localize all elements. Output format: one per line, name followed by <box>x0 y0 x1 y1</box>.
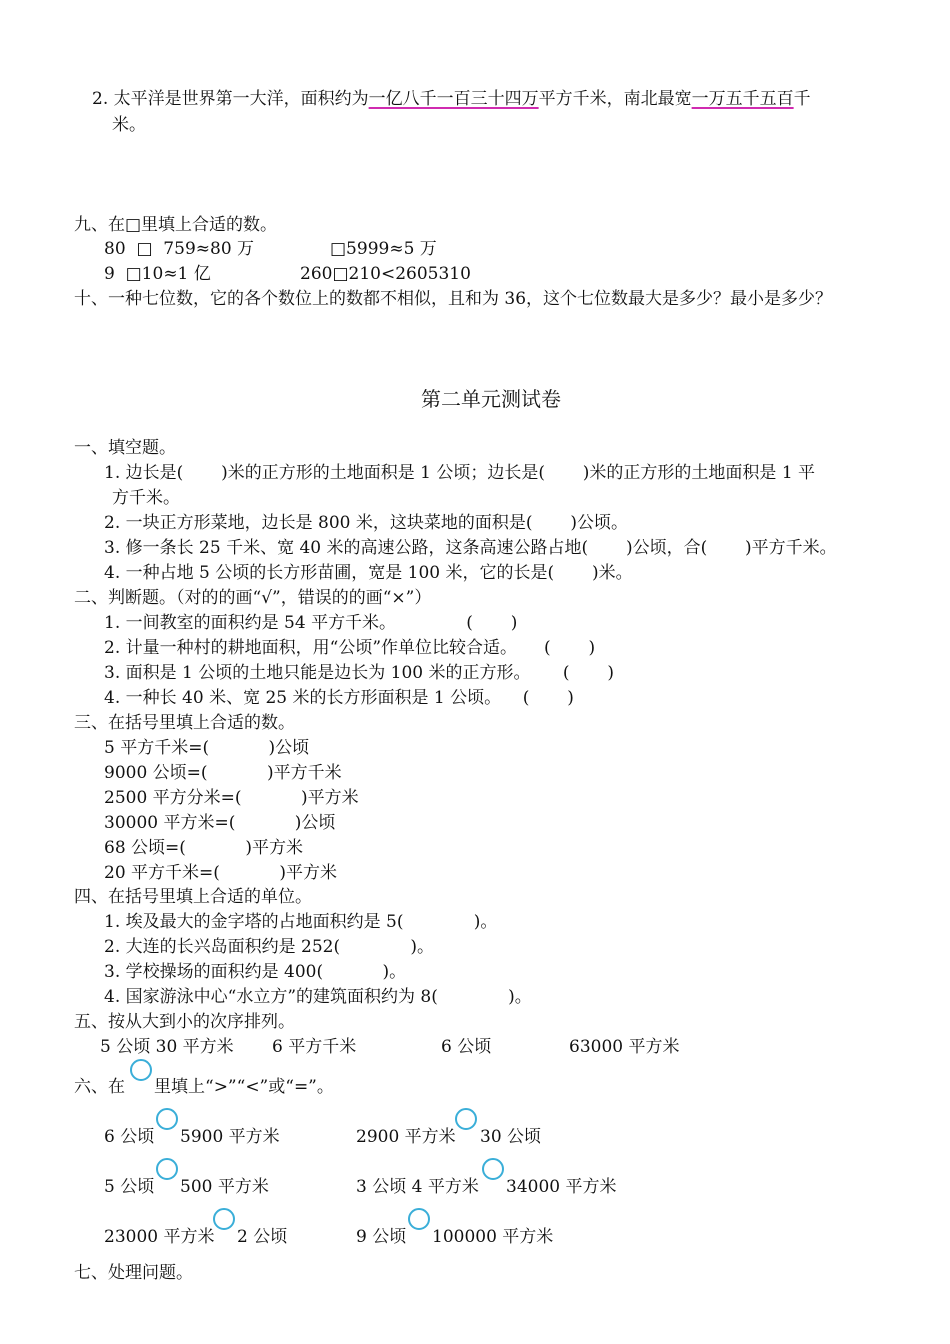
question-text: 千 <box>793 89 811 109</box>
part-5-item: 6 公顷 <box>441 1037 492 1057</box>
underlined-answer: 一亿八千一百三十四万 <box>368 89 539 109</box>
part-3-item: 2500 平方分米=( )平方米 <box>104 788 359 808</box>
compare-left-value: 5 公顷 <box>104 1177 155 1197</box>
compare-circle-icon[interactable] <box>156 1158 178 1180</box>
part-3-item: 30000 平方米=( )公顷 <box>104 813 336 833</box>
part-2-q1: 1. 一间教室的面积约是 54 平方千米。 ( ) <box>104 613 518 633</box>
part-3-item: 20 平方千米=( )平方米 <box>104 863 337 883</box>
section-10-title: 十、一种七位数，它的各个数位上的数都不相似，且和为 36，这个七位数最大是多少？最小是多少？ <box>74 289 833 309</box>
part-6-title-a: 六、在 <box>74 1077 125 1097</box>
compare-right-value: 2 公顷 <box>237 1227 288 1247</box>
part-1-title: 一、填空题。 <box>74 438 176 458</box>
compare-circle-icon[interactable] <box>130 1059 152 1081</box>
part-6-title-b: 里填上“>”“<”或“=”。 <box>154 1077 334 1097</box>
part-4-q4: 4. 国家游泳中心“水立方”的建筑面积约为 8( )。 <box>104 987 532 1007</box>
compare-right-value: 34000 平方米 <box>506 1177 617 1197</box>
part-4-title: 四、在括号里填上合适的单位。 <box>74 887 312 907</box>
question-text: 2. 太平洋是世界第一大洋，面积约为 <box>92 89 369 109</box>
compare-circle-icon[interactable] <box>482 1158 504 1180</box>
part-3-item: 9000 公顷=( )平方千米 <box>104 763 342 783</box>
section-9-title: 九、在□里填上合适的数。 <box>74 215 278 235</box>
part-1-q1: 1. 边长是( )米的正方形的土地面积是 1 公顷；边长是( )米的正方形的土地面积是 1 平 <box>104 463 816 483</box>
part-1-q3: 3. 修一条长 25 千米、宽 40 米的高速公路，这条高速公路占地( )公顷，合( )平方千米。 <box>104 538 837 558</box>
question-2-line1 <box>92 88 811 110</box>
compare-left-value: 9 公顷 <box>356 1227 407 1247</box>
part-5-title: 五、按从大到小的次序排列。 <box>74 1012 295 1032</box>
compare-circle-icon[interactable] <box>156 1108 178 1130</box>
part-1-q2: 2. 一块正方形菜地，边长是 800 米，这块菜地的面积是( )公顷。 <box>104 513 628 533</box>
compare-left-value: 3 公顷 4 平方米 <box>356 1177 479 1197</box>
section-9-item: 260□210<2605310 <box>300 264 471 284</box>
unit-title: 第二单元测试卷 <box>421 387 561 411</box>
part-3-item: 5 平方千米=( )公顷 <box>104 738 310 758</box>
section-9-item: 80 □ 759≈80 万 <box>104 239 255 259</box>
part-2-q4: 4. 一种长 40 米、宽 25 米的长方形面积是 1 公顷。 ( ) <box>104 688 574 708</box>
compare-circle-icon[interactable] <box>213 1208 235 1230</box>
part-1-q4: 4. 一种占地 5 公顷的长方形苗圃，宽是 100 米，它的长是( )米。 <box>104 563 633 583</box>
part-3-item: 68 公顷=( )平方米 <box>104 838 303 858</box>
compare-right-value: 5900 平方米 <box>180 1127 280 1147</box>
part-4-q3: 3. 学校操场的面积约是 400( )。 <box>104 962 407 982</box>
question-text: 平方千米，南北最宽 <box>538 89 692 109</box>
compare-right-value: 500 平方米 <box>180 1177 269 1197</box>
section-9-item: □5999≈5 万 <box>330 239 437 259</box>
compare-right-value: 100000 平方米 <box>432 1227 554 1247</box>
part-4-q1: 1. 埃及最大的金字塔的占地面积约是 5( )。 <box>104 912 498 932</box>
part-5-item: 63000 平方米 <box>569 1037 680 1057</box>
compare-left-value: 23000 平方米 <box>104 1227 215 1247</box>
compare-right-value: 30 公顷 <box>480 1127 542 1147</box>
part-5-item: 5 公顷 30 平方米 <box>100 1037 234 1057</box>
part-2-title: 二、判断题。（对的的画“√”，错误的的画“×”） <box>74 588 432 608</box>
compare-left-value: 6 公顷 <box>104 1127 155 1147</box>
compare-circle-icon[interactable] <box>455 1108 477 1130</box>
part-4-q2: 2. 大连的长兴岛面积约是 252( )。 <box>104 937 434 957</box>
compare-circle-icon[interactable] <box>408 1208 430 1230</box>
part-7-title: 七、处理问题。 <box>74 1263 193 1283</box>
section-9-item: 9 □10≈1 亿 <box>104 264 211 284</box>
question-2-line2: 米。 <box>112 115 146 135</box>
part-2-q2: 2. 计量一种村的耕地面积，用“公顷”作单位比较合适。 ( ) <box>104 638 596 658</box>
part-1-q1-cont: 方千米。 <box>112 488 180 508</box>
part-2-q3: 3. 面积是 1 公顷的土地只能是边长为 100 米的正方形。 ( ) <box>104 663 615 683</box>
part-3-title: 三、在括号里填上合适的数。 <box>74 713 295 733</box>
compare-left-value: 2900 平方米 <box>356 1127 456 1147</box>
underlined-answer: 一万五千五百 <box>691 89 794 109</box>
part-5-item: 6 平方千米 <box>272 1037 357 1057</box>
